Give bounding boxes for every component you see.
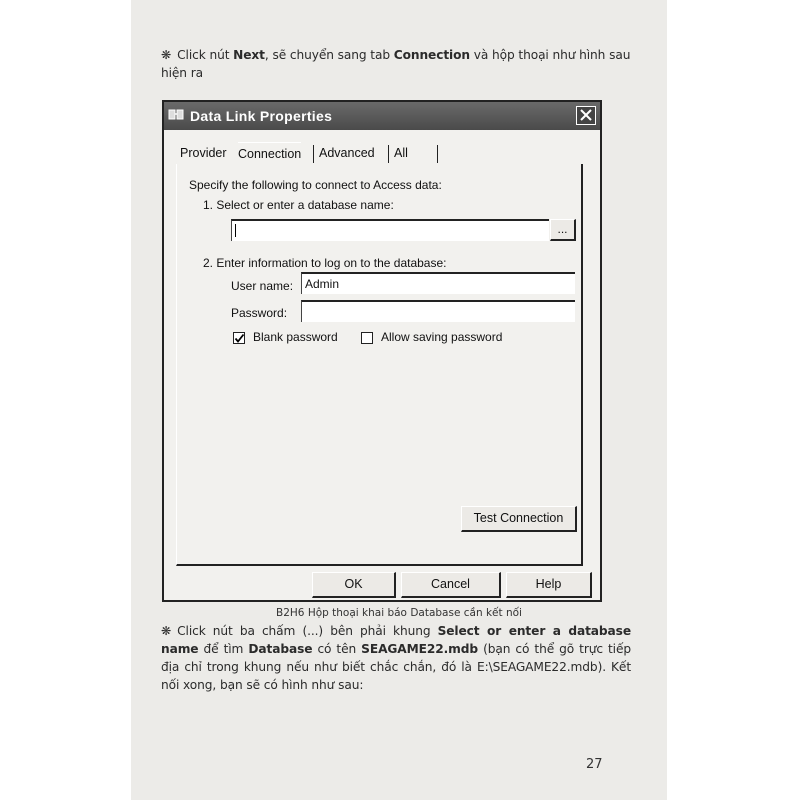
instruction-text: Specify the following to connect to Access data:	[189, 178, 442, 192]
select-database-keyword: Select or enter a database name	[161, 624, 632, 656]
book-page	[131, 0, 667, 800]
step2-label: 2. Enter information to log on to the database:	[203, 256, 447, 270]
database-keyword: Database	[248, 642, 313, 656]
step1-label: 1. Select or enter a database name:	[203, 198, 394, 212]
tab-advanced[interactable]: Advanced	[319, 146, 375, 160]
tab-separator	[437, 145, 438, 163]
browse-button[interactable]: ...	[550, 219, 576, 241]
tab-separator	[313, 145, 314, 163]
checkmark-icon	[234, 333, 245, 344]
username-label: User name:	[231, 279, 294, 293]
tab-connection[interactable]: Connection	[238, 142, 301, 165]
password-label: Password:	[231, 306, 288, 320]
username-input[interactable]: Admin	[301, 272, 575, 294]
page-number: 27	[586, 757, 603, 772]
bullet-star-icon: ❋	[161, 48, 172, 62]
instruction-paragraph: ❋ Click nút ba chấm (...) bên phải khung Select or enter a database name để tìm Database có tên SEAGAME22.mdb (bạn có thể gõ trực tiếp địa chỉ trong khung nếu như biết chắc chắn, đó là E:\SEAGAME22.mdb). Kết nối xong, bạn sẽ có hình như sau:	[161, 624, 632, 692]
connection-panel	[176, 164, 583, 566]
bullet-star-icon: ❋	[161, 624, 172, 638]
allow-saving-password-checkbox[interactable]	[361, 332, 373, 344]
test-connection-button[interactable]: Test Connection	[461, 506, 577, 532]
dialog-title: Data Link Properties	[190, 108, 333, 124]
tab-separator	[388, 145, 389, 163]
intro-paragraph: ❋ Click nút Next, sẽ chuyển sang tab Connection và hộp thoại như hình sau hiện ra	[161, 48, 631, 80]
filename-keyword: SEAGAME22.mdb	[361, 642, 479, 656]
allow-saving-password-label: Allow saving password	[381, 330, 503, 344]
close-icon	[577, 107, 595, 124]
database-name-input[interactable]	[231, 219, 549, 241]
data-link-icon	[168, 108, 184, 122]
password-input[interactable]	[301, 300, 575, 322]
tab-strip	[180, 142, 580, 166]
close-button[interactable]	[576, 106, 596, 125]
blank-password-label: Blank password	[253, 330, 338, 344]
help-button[interactable]: Help	[506, 572, 592, 598]
dialog-titlebar[interactable]	[164, 102, 600, 130]
tab-all[interactable]: All	[394, 146, 408, 160]
data-link-properties-dialog	[162, 100, 602, 602]
blank-password-checkbox[interactable]	[233, 332, 245, 344]
figure-caption: B2H6 Hộp thoại khai báo Database cần kết nối	[276, 607, 522, 619]
cancel-button[interactable]: Cancel	[401, 572, 501, 598]
tab-provider[interactable]: Provider	[180, 146, 227, 160]
text-cursor	[235, 224, 236, 237]
next-keyword: Next	[233, 48, 265, 62]
connection-keyword: Connection	[393, 48, 470, 62]
ok-button[interactable]: OK	[312, 572, 396, 598]
